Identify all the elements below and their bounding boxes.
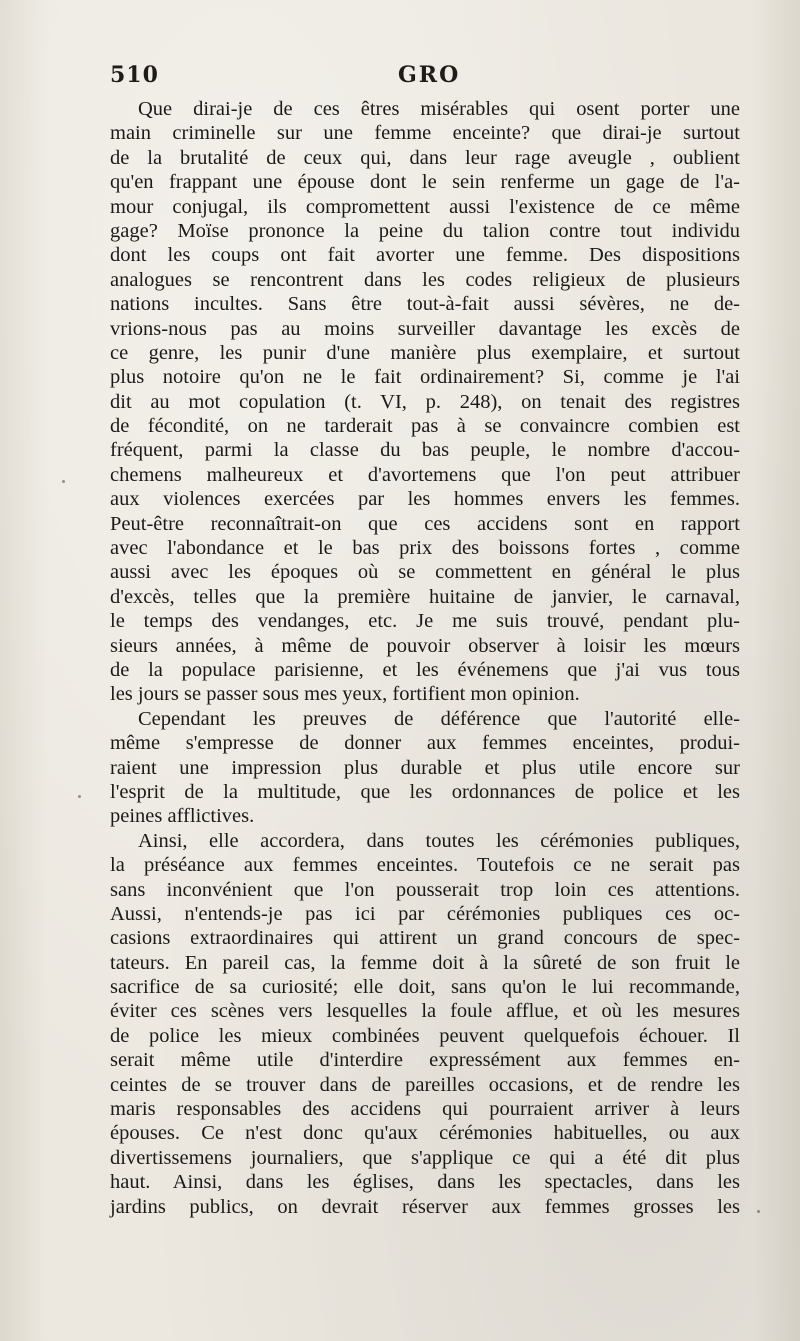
text-line: Que dirai-je de ces êtres misérables qui osent porter une: [138, 98, 740, 120]
text-line: de la brutalité de ceux qui, dans leur rage aveugle , oublient: [110, 146, 740, 169]
text-line: dit au mot copulation (t. VI, p. 248), on tenait des registres: [110, 390, 740, 413]
text-line: casions extraordinaires qui attirent un grand concours de spec-: [110, 927, 740, 950]
text-line: serait même utile d'interdire expressément aux femmes en-: [110, 1049, 740, 1072]
text-line: éviter ces scènes vers lesquelles la foule afflue, et où les mesures: [110, 1000, 740, 1023]
text-line: fréquent, parmi la classe du bas peuple, le nombre d'accou-: [110, 439, 740, 462]
text-line: gage? Moïse prononce la peine du talion contre tout individu: [110, 219, 740, 242]
text-line: sans inconvénient que l'on pousserait trop loin ces attentions.: [110, 878, 740, 901]
text-line: ce genre, les punir d'une manière plus exemplaire, et surtout: [110, 341, 740, 364]
text-line: plus notoire qu'on ne le fait ordinairement? Si, comme je l'ai: [110, 366, 740, 389]
text-line: la préséance aux femmes enceintes. Toutefois ce ne serait pas: [110, 854, 740, 877]
text-line: aussi avec les époques où se commettent en général le plus: [110, 561, 740, 584]
text-line: sieurs années, à même de pouvoir observer à loisir les mœurs: [110, 634, 740, 657]
paper-speck: [757, 1210, 760, 1213]
text-line: épouses. Ce n'est donc qu'aux cérémonies habituelles, ou aux: [110, 1122, 740, 1145]
text-line: qu'en frappant une épouse dont le sein renferme un gage de l'a-: [110, 171, 740, 194]
page-number: 510: [110, 62, 159, 88]
text-line: raient une impression plus durable et plus utile encore sur: [110, 756, 740, 779]
body-text: [110, 97, 740, 1219]
text-line: haut. Ainsi, dans les églises, dans les spectacles, dans les: [110, 1171, 740, 1194]
text-line: maris responsables des accidens qui pourraient arriver à leurs: [110, 1098, 740, 1121]
text-line: de police les mieux combinées peuvent quelquefois échouer. Il: [110, 1024, 740, 1047]
text-line: les jours se passer sous mes yeux, fortifient mon opinion.: [110, 683, 580, 706]
text-line: Cependant les preuves de déférence que l'autorité elle-: [138, 707, 740, 730]
text-line: Ainsi, elle accordera, dans toutes les cérémonies publiques,: [138, 829, 740, 852]
text-line: Aussi, n'entends-je pas ici par cérémonies publiques ces oc-: [110, 902, 740, 925]
text-line: vrions-nous pas au moins surveiller davantage les excès de: [110, 317, 740, 340]
text-line: ceintes de se trouver dans de pareilles occasions, et de rendre les: [110, 1073, 740, 1096]
paper-speck: [62, 480, 65, 483]
text-line: aux violences exercées par les hommes envers les femmes.: [110, 488, 740, 511]
text-line: même s'empresse de donner aux femmes enceintes, produi-: [110, 732, 740, 755]
text-line: jardins publics, on devrait réserver aux femmes grosses les: [110, 1195, 740, 1218]
text-line: le temps des vendanges, etc. Je me suis trouvé, pendant plu-: [110, 610, 740, 633]
running-head: GRO: [398, 62, 461, 88]
text-line: main criminelle sur une femme enceinte? que dirai-je surtout: [110, 122, 740, 145]
text-line: de fécondité, on ne tarderait pas à se convaincre combien est: [110, 415, 740, 438]
text-line: l'esprit de la multitude, que les ordonnances de police et les: [110, 780, 740, 803]
text-line: chemens malheureux et d'avortemens que l'on peut attribuer: [110, 463, 740, 486]
text-line: dont les coups ont fait avorter une femme. Des dispositions: [110, 244, 740, 267]
text-line: sacrifice de sa curiosité; elle doit, sans qu'on le lui recommande,: [110, 976, 740, 999]
text-line: divertissemens journaliers, que s'applique ce qui a été dit plus: [110, 1146, 740, 1169]
text-line: d'excès, telles que la première huitaine de janvier, le carnaval,: [110, 585, 740, 608]
text-line: avec l'abondance et le bas prix des boissons fortes , comme: [110, 537, 740, 560]
text-line: analogues se rencontrent dans les codes religieux de plusieurs: [110, 268, 740, 291]
page-header: [110, 62, 740, 96]
text-line: tateurs. En pareil cas, la femme doit à la sûreté de son fruit le: [110, 951, 740, 974]
text-line: mour conjugal, ils compromettent aussi l'existence de ce même: [110, 195, 740, 218]
text-line: nations incultes. Sans être tout-à-fait aussi sévères, ne de-: [110, 293, 740, 316]
text-line: peines afflictives.: [110, 805, 255, 828]
text-line: Peut-être reconnaîtrait-on que ces accidens sont en rapport: [110, 512, 740, 535]
text-line: de la populace parisienne, et les événemens que j'ai vus tous: [110, 658, 740, 681]
paper-speck: [78, 795, 81, 798]
